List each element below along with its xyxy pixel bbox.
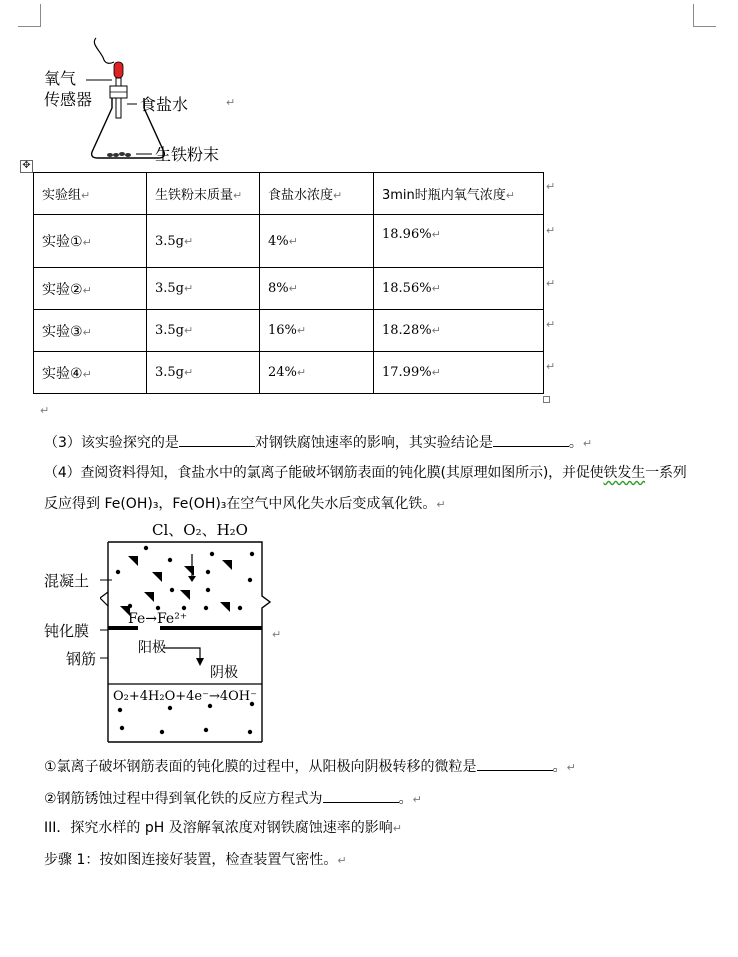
table-cell: 实验①↵ [34, 215, 147, 268]
label-sensor: 传感器 [44, 90, 93, 109]
answer-blank[interactable] [493, 432, 569, 447]
corrosion-drawing [100, 536, 280, 746]
paragraph-mark: ↵ [40, 404, 50, 417]
question-4-line-1: （4）查阅资料得知，食盐水中的氯离子能破坏钢筋表面的钝化膜(其原理如图所示)，并促使铁发生一系列 [44, 465, 687, 481]
table-cell: 8%↵ [260, 268, 374, 310]
table-row [34, 215, 544, 268]
table-cell: 4%↵ [260, 215, 374, 268]
experiment-table [33, 172, 544, 394]
table-cell: 17.99%↵ [374, 352, 544, 394]
step-1: 步骤 1：按如图连接好装置，检查装置气密性。↵ [44, 852, 347, 868]
page-corner-mark [18, 4, 41, 27]
sub-question-1: ①氯离子破坏钢筋表面的钝化膜的过程中，从阳极向阴极转移的微粒是 。↵ [44, 756, 576, 778]
answer-blank[interactable] [323, 788, 399, 803]
table-cell: 18.28%↵ [374, 310, 544, 352]
row-end-mark: ↵ [546, 224, 556, 237]
label-cathode: 阴极 [210, 665, 238, 681]
table-cell: 实验②↵ [34, 268, 147, 310]
table-cell: 实验③↵ [34, 310, 147, 352]
row-end-mark: ↵ [546, 277, 556, 290]
header-cell: 3min时瓶内氧气浓度↵ [374, 173, 544, 215]
label-fe-oxidation: Fe→Fe²⁺ [128, 611, 188, 627]
table-row [34, 310, 544, 352]
table-cell: 3.5g↵ [147, 310, 260, 352]
table-cell: 16%↵ [260, 310, 374, 352]
header-cell: 实验组↵ [34, 173, 147, 215]
table-cell: 24%↵ [260, 352, 374, 394]
table-cell: 3.5g↵ [147, 215, 260, 268]
table-row [34, 352, 544, 394]
cathode-equation: O₂+4H₂O+4e⁻→4OH⁻ [113, 689, 257, 704]
paragraph-mark: ↵ [226, 96, 236, 109]
label-iron-powder: 生铁粉末 [155, 145, 220, 164]
question-3: （3）该实验探究的是 对钢铁腐蚀速率的影响，其实验结论是 。↵ [44, 432, 592, 454]
label-passive-film: 钝化膜 [44, 622, 90, 640]
table-row [34, 268, 544, 310]
label-salt-water: 食盐水 [140, 95, 189, 114]
section-3-heading: III．探究水样的 pH 及溶解氧浓度对钢铁腐蚀速率的影响↵ [44, 820, 402, 836]
paragraph-mark: ↵ [272, 628, 282, 641]
table-move-handle[interactable]: ✥ [20, 160, 33, 173]
table-cell: 实验④↵ [34, 352, 147, 394]
answer-blank[interactable] [477, 756, 553, 771]
page-corner-mark [693, 4, 716, 27]
row-end-mark: ↵ [546, 360, 556, 373]
label-oxygen: 氧气 [44, 69, 77, 88]
header-cell: 食盐水浓度↵ [260, 173, 374, 215]
answer-blank[interactable] [179, 432, 255, 447]
label-reagents: Cl、O₂、H₂O [152, 521, 248, 539]
table-cell: 18.56%↵ [374, 268, 544, 310]
table-cell: 3.5g↵ [147, 352, 260, 394]
table-header-row [34, 173, 544, 215]
header-cell: 生铁粉末质量↵ [147, 173, 260, 215]
question-4-line-2: 反应得到 Fe(OH)₃，Fe(OH)₃在空气中风化失水后变成氧化铁。↵ [44, 496, 446, 512]
table-cell: 18.96%↵ [374, 215, 544, 268]
sub-question-2: ②钢筋锈蚀过程中得到氧化铁的反应方程式为 。↵ [44, 788, 422, 810]
label-concrete: 混凝土 [44, 572, 90, 590]
row-end-mark: ↵ [546, 318, 556, 331]
row-end-mark: ↵ [546, 180, 556, 193]
label-rebar: 钢筋 [66, 650, 97, 668]
label-anode: 阳极 [138, 640, 166, 656]
table-resize-handle[interactable] [543, 396, 550, 403]
table-cell: 3.5g↵ [147, 268, 260, 310]
